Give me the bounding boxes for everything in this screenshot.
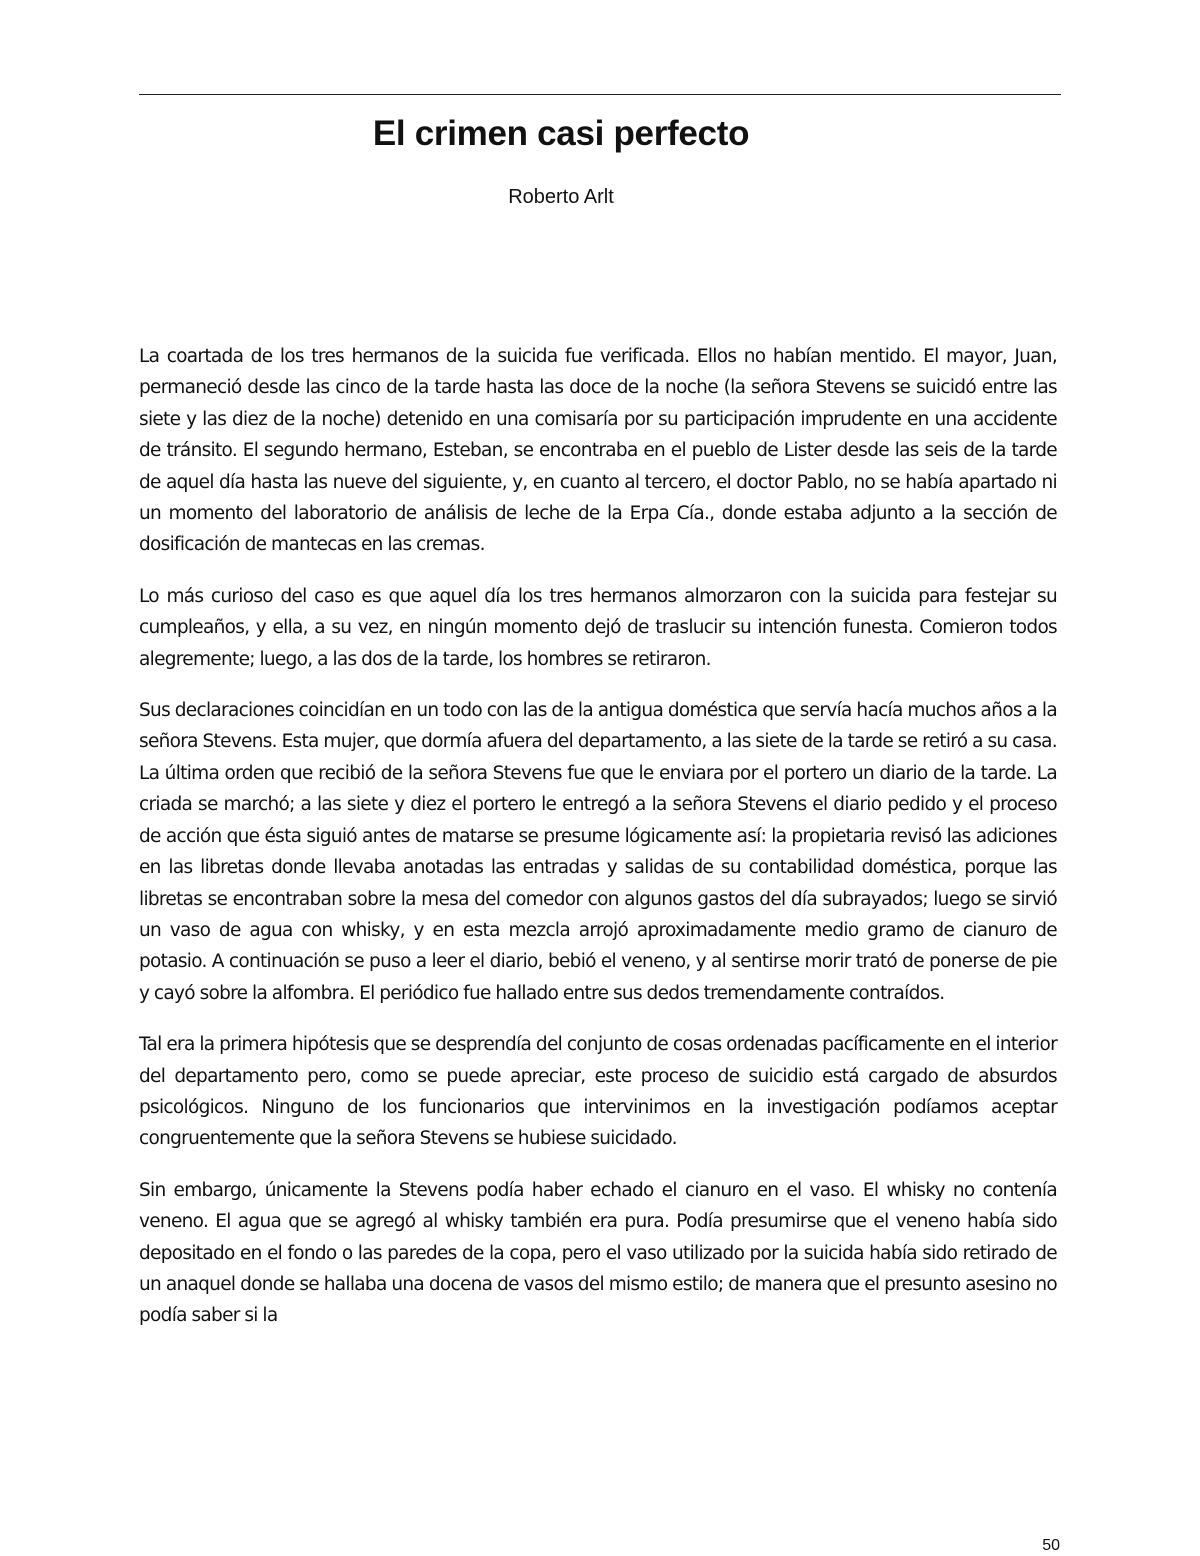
page-number: 50 <box>1042 1537 1060 1554</box>
header-rule <box>139 94 1061 95</box>
story-title: El crimen casi perfecto <box>372 114 750 153</box>
paragraph-5: Sin embargo, únicamente la Stevens podía haber echado el cianuro en el vaso. El whisky no contenía veneno. El agua que se agregó al whisky también era pura. Podía presumirse que el veneno había sido depositado en el fondo o las paredes de la copa, pero el vaso utilizado por la suicida había sido retirado de un anaquel donde se hallaba una docena de vasos del mismo estilo; de manera que el presunto asesino no podía saber si la <box>139 1179 1057 1327</box>
paragraph-4: Tal era la primera hipótesis que se desprendía del conjunto de cosas ordenadas pacíficamente en el interior del departamento pero, como se puede apreciar, este proceso de suicidio está cargado de absurdos psicológicos. Ninguno de los funcionarios que intervinimos en la investigación podíamos aceptar congruentemente que la señora Stevens se hubiese suicidado. <box>139 1034 1057 1150</box>
paragraph-1: La coartada de los tres hermanos de la suicida fue verificada. Ellos no habían mentido. El mayor, Juan, permaneció desde las cinco de la tarde hasta las doce de la noche (la señora Stevens se suicidó entre las siete y las diez de la noche) detenido en una comisaría por su participación imprudente en una accidente de tránsito. El segundo hermano, Esteban, se encontraba en el pueblo de Lister desde las seis de la tarde de aquel día hasta las nueve del siguiente, y, en cuanto al tercero, el doctor Pablo, no se había apartado ni un momento del laboratorio de análisis de leche de la Erpa Cía., donde estaba adjunto a la sección de dosificación de mantecas en las cremas. <box>139 346 1057 556</box>
story-body <box>139 341 1057 1352</box>
paragraph-3: Sus declaraciones coincidían en un todo con las de la antigua doméstica que servía hacía muchos años a la señora Stevens. Esta mujer, que dormía afuera del departamento, a las siete de la tarde se retiró a su casa. La última orden que recibió de la señora Stevens fue que le enviara por el portero un diario de la tarde. La criada se marchó; a las siete y diez el portero le entregó a la señora Stevens el diario pedido y el proceso de acción que ésta siguió antes de matarse se presume lógicamente así: la propietaria revisó las adiciones en las libretas donde llevaba anotadas las entradas y salidas de su contabilidad doméstica, porque las libretas se encontraban sobre la mesa del comedor con algunos gastos del día subrayados; luego se sirvió un vaso de agua con whisky, y en esta mezcla arrojó aproximadamente medio gramo de cianuro de potasio. A continuación se puso a leer el diario, bebió el veneno, y al sentirse morir trató de ponerse de pie y cayó sobre la alfombra. El periódico fue hallado entre sus dedos tremendamente contraídos. <box>139 700 1057 1004</box>
story-author: Roberto Arlt <box>508 186 614 208</box>
paragraph-2: Lo más curioso del caso es que aquel día los tres hermanos almorzaron con la suicida para festejar su cumpleaños, y ella, a su vez, en ningún momento dejó de traslucir su intención funesta. Comieron todos alegremente; luego, a las dos de la tarde, los hombres se retiraron. <box>139 585 1057 670</box>
